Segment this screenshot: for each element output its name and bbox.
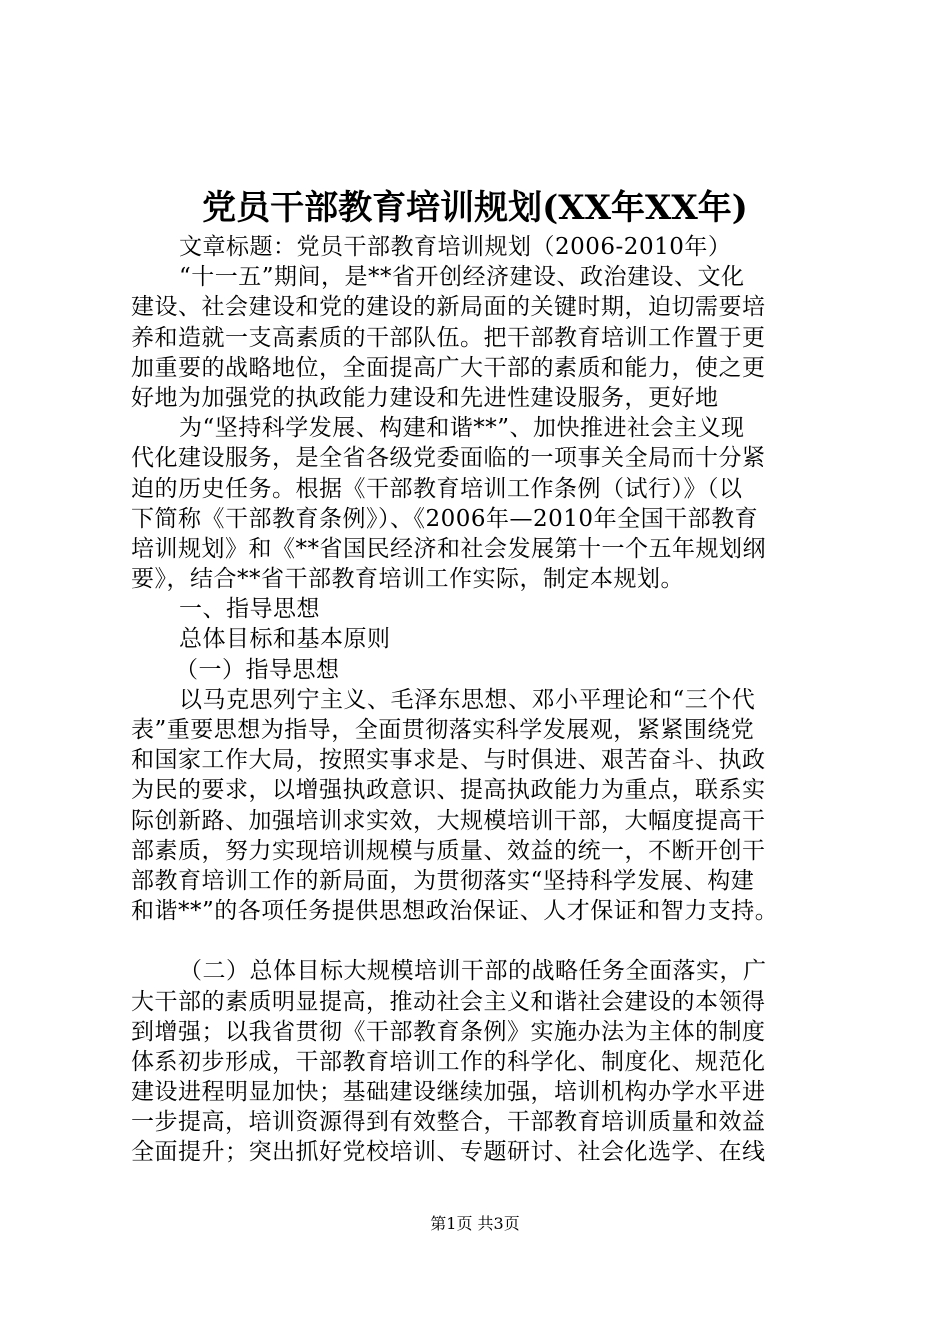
paragraph-line: 加重要的战略地位，全面提高广大干部的素质和能力，使之更: [131, 354, 766, 381]
paragraph-line: 一步提高，培训资源得到有效整合，干部教育培训质量和效益: [131, 1109, 766, 1136]
paragraph-line: 培训规划》和《**省国民经济和社会发展第十一个五年规划纲: [131, 535, 766, 562]
paragraph-line: 下简称《干部教育条例》）、《2006年—2010年全国干部教育: [131, 505, 759, 532]
paragraph-line: 代化建设服务，是全省各级党委面临的一项事关全局而十分紧: [131, 445, 766, 472]
paragraph-line: 际创新路、加强培训求实效，大规模培训干部，大幅度提高干: [131, 807, 766, 834]
section-heading: 总体目标和基本原则: [179, 626, 391, 653]
paragraph-line: “十一五”期间，是**省开创经济建设、政治建设、文化: [179, 264, 745, 291]
paragraph-line: 和国家工作大局，按照实事求是、与时俱进、艰苦奋斗、执政: [131, 747, 766, 774]
paragraph-gap: [131, 926, 851, 956]
document-title: 党员干部教育培训规划(XX年XX年): [202, 188, 748, 228]
paragraph-line: 大干部的素质明显提高，推动社会主义和谐社会建设的本领得: [131, 988, 766, 1015]
paragraph-line: 要》，结合**省干部教育培训工作实际，制定本规划。: [131, 566, 684, 593]
paragraph-line: 全面提升；突出抓好党校培训、专题研讨、社会化选学、在线: [131, 1139, 766, 1166]
article-title-line: 文章标题：党员干部教育培训规划（2006-2010年）: [179, 234, 732, 260]
subsection-heading: （一）指导思想: [175, 656, 340, 683]
paragraph-line: 到增强；以我省贯彻《干部教育条例》实施办法为主体的制度: [131, 1018, 766, 1045]
document-body: [131, 232, 851, 1198]
paragraph-line: 和谐**”的各项任务提供思想政治保证、人才保证和智力支持。: [131, 898, 779, 925]
paragraph-line: 为“坚持科学发展、构建和谐**”、加快推进社会主义现: [179, 415, 745, 442]
paragraph-line: 表”重要思想为指导，全面贯彻落实科学发展观，紧紧围绕党: [131, 717, 755, 743]
paragraph-line: 好地为加强党的执政能力建设和先进性建设服务，更好地: [131, 384, 719, 411]
paragraph-line: 建设进程明显加快；基础建设继续加强，培训机构办学水平进: [131, 1079, 766, 1106]
section-heading: 一、指导思想: [179, 596, 320, 623]
paragraph-line: 体系初步形成，干部教育培训工作的科学化、制度化、规范化: [131, 1048, 766, 1075]
paragraph-line: （二）总体目标大规模培训干部的战略任务全面落实，广: [179, 958, 767, 985]
paragraph-line: 部教育培训工作的新局面，为贯彻落实“坚持科学发展、构建: [131, 867, 755, 894]
paragraph-line: 迫的历史任务。根据《干部教育培训工作条例（试行）》（以: [131, 475, 743, 502]
paragraph-line: 以马克思列宁主义、毛泽东思想、邓小平理论和“三个代: [179, 686, 756, 713]
paragraph-line: 建设、社会建设和党的建设的新局面的关键时期，迫切需要培: [131, 294, 766, 321]
paragraph-line: 养和造就一支高素质的干部队伍。把干部教育培训工作置于更: [131, 324, 766, 351]
paragraph-line: [131, 1168, 851, 1198]
paragraph-line: 部素质，努力实现培训规模与质量、效益的统一，不断开创干: [131, 837, 766, 864]
paragraph-line: 为民的要求，以增强执政意识、提高执政能力为重点，联系实: [131, 777, 766, 804]
page-number-footer: 第1页 共3页: [430, 1214, 520, 1233]
